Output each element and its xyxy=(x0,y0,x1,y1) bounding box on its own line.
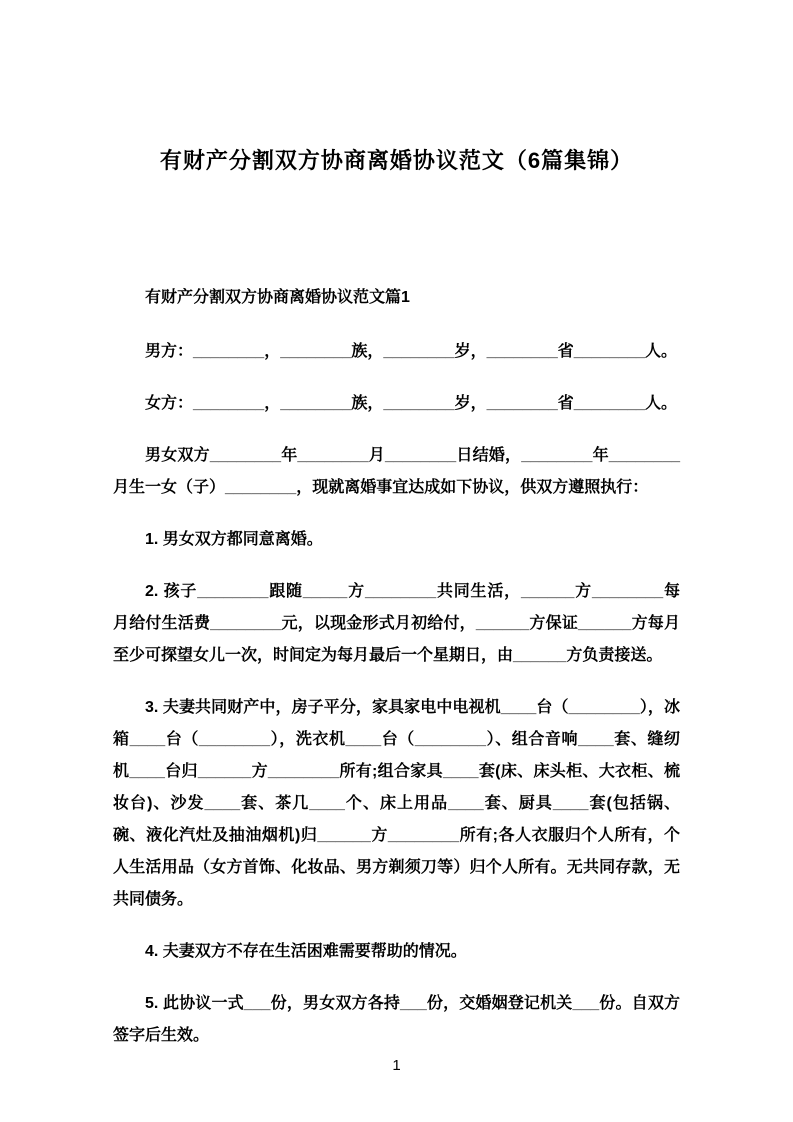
paragraph-item-5-copies: 5. 此协议一式___份，男女双方各持___份，交婚姻登记机关___份。自双方签字后生效。 xyxy=(113,995,680,1044)
document-title: 有财产分割双方协商离婚协议范文（6篇集锦） xyxy=(159,148,634,173)
paragraph-male-party-info: 男方：________，________族，________岁，________省________人。 xyxy=(145,343,677,360)
paragraph-item-4-hardship: 4. 夫妻双方不存在生活困难需要帮助的情况。 xyxy=(145,943,467,960)
page-number: 1 xyxy=(392,1057,401,1074)
paragraph-item-2-child-custody: 2. 孩子________跟随_____方________共同生活，______方________每月给付生活费________元，以现金形式月初给付，______方保证______方每月至少可探望女儿一次，时间定为每月最后一个星期日，由______方负责接送。 xyxy=(113,583,680,664)
paragraph-item-3-property-division: 3. 夫妻共同财产中，房子平分，家具家电中电视机____台（________），冰箱____台（________），洗衣机____台（________）、组合音响____套、缝纫机____台归______方________所有;组合家具____套(床、床头柜、大衣柜、梳妆台)、沙发____套、茶几____个、床上用品____套、厨具____套(包括锅、碗、液化汽灶及抽油烟机)归______方________所有;各人衣服归个人所有，个人生活用品（女方首饰、化妆品、男方剃须刀等）归个人所有。无共同存款，无共同债务。 xyxy=(113,699,680,908)
section-heading: 有财产分割双方协商离婚协议范文篇1 xyxy=(145,289,410,306)
paragraph-item-1-divorce-consent: 1. 男女双方都同意离婚。 xyxy=(145,531,323,548)
paragraph-marriage-intro: 男女双方________年________月________日结婚，________年________月生一女（子）________，现就离婚事宜达成如下协议，供双方遵照执行： xyxy=(113,447,680,496)
paragraph-female-party-info: 女方：________，________族，________岁，________省________人。 xyxy=(145,395,677,412)
